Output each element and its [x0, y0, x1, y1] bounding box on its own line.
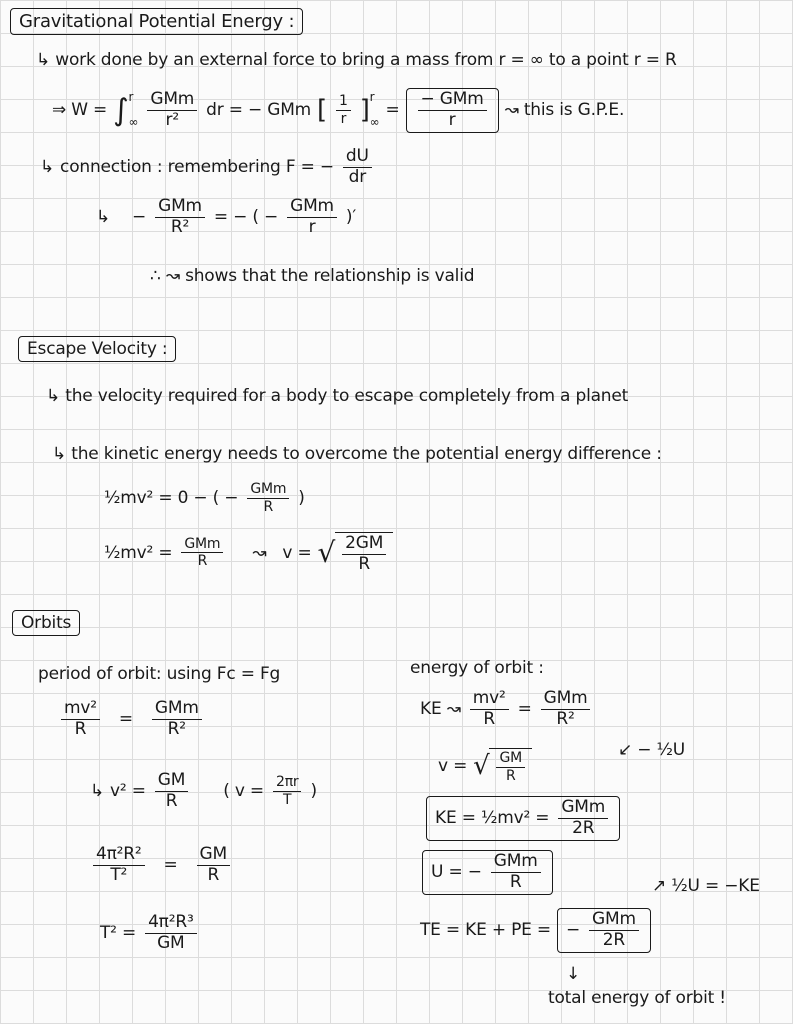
p3-left-fraction	[93, 846, 145, 885]
integral-sign: ∫	[113, 92, 129, 128]
frac-num: dU	[343, 148, 372, 168]
escape-sqrt	[318, 532, 394, 574]
half-u-text: − ½U	[637, 740, 686, 760]
frac-num: − GMm	[418, 91, 487, 111]
bracket-fraction	[336, 94, 351, 126]
equals: =	[118, 709, 133, 730]
equals: =	[385, 100, 400, 121]
frac-num: GM	[155, 772, 188, 792]
bullet-arrow-icon: ↳	[40, 157, 55, 178]
squiggle-arrow-icon: ↝	[252, 542, 267, 563]
p2-paren-fraction	[273, 775, 302, 807]
eq1-left: ½mv² = 0 − ( −	[104, 488, 239, 509]
e4-left: U = −	[431, 862, 482, 883]
escape-description-line	[46, 386, 628, 406]
integrand-fraction	[147, 91, 197, 130]
p4-fraction	[145, 914, 197, 953]
frac-den: R	[197, 553, 208, 570]
p2-fraction	[155, 772, 188, 811]
e3-left: KE = ½mv² =	[435, 808, 550, 829]
p2-paren-right: )	[310, 781, 317, 802]
frac-num: GMm	[152, 700, 202, 720]
frac-num: mv²	[61, 700, 100, 720]
bracket-upper: r	[369, 89, 375, 104]
e1-left-fraction	[470, 690, 509, 729]
frac-num: GMm	[247, 482, 289, 499]
gpe-definition-line	[36, 50, 677, 70]
frac-den: 2R	[602, 929, 626, 950]
frac-den: R	[207, 864, 220, 885]
v-equals: v =	[282, 542, 312, 563]
energy-eq-1	[420, 690, 593, 729]
eq1-end: )	[298, 488, 305, 509]
frac-num: 1	[336, 94, 351, 111]
total-energy-label: total energy of orbit !	[548, 988, 726, 1008]
frac-den: 2R	[572, 817, 595, 838]
frac-num: GMm	[541, 690, 591, 710]
connection-text: connection : remembering F = −	[60, 157, 334, 178]
frac-den: dr	[348, 166, 367, 187]
frac-num: 2πr	[273, 775, 302, 792]
frac-den: R	[74, 718, 87, 739]
frac-num: GMm	[147, 91, 197, 111]
frac-den: GM	[157, 932, 185, 953]
orbits-heading: Orbits	[12, 610, 80, 636]
bullet-arrow-icon: ↳	[46, 386, 61, 406]
eq2-fraction	[181, 537, 223, 569]
dr-text: dr = − GMm	[206, 100, 312, 121]
e5-fraction	[589, 911, 639, 950]
frac-den: R	[165, 790, 178, 811]
gpe-work-equation	[52, 88, 624, 133]
gpe-result-box	[406, 88, 499, 133]
integral	[113, 90, 138, 131]
curved-arrow-icon: ↙	[618, 740, 633, 760]
e1-right-fraction	[541, 690, 591, 729]
frac-den: r²	[165, 109, 179, 130]
frac-num: GMm	[181, 537, 223, 554]
e2-sqrt	[473, 748, 532, 783]
energy-eq-5	[420, 908, 651, 953]
period-eq-3	[90, 846, 233, 885]
work-symbol: ⇒ W =	[52, 100, 108, 121]
escape-equation-2	[104, 532, 393, 574]
half-u-ke-note: ↗ ½U = −KE	[652, 876, 760, 896]
frac-num: 2GM	[342, 535, 386, 555]
frac-num: GM	[496, 751, 525, 768]
e3-fraction	[558, 799, 608, 838]
eq1-fraction	[247, 482, 289, 514]
e2-left: v =	[438, 755, 468, 776]
frac-num: 4π²R³	[145, 914, 197, 934]
p1-left-fraction	[61, 700, 100, 739]
frac-den: r	[448, 109, 456, 130]
frac-den: T	[283, 791, 292, 808]
escape-heading: Escape Velocity :	[18, 336, 176, 362]
integral-upper-limit: r	[128, 89, 134, 104]
check-fraction-left	[155, 198, 205, 237]
frac-den: R	[483, 708, 495, 729]
te-result-box	[557, 908, 651, 953]
energy-title: energy of orbit :	[410, 658, 544, 678]
frac-den: T²	[110, 864, 128, 885]
gpe-definition: work done by an external force to bring a mass from r = ∞ to a point r = R	[55, 50, 677, 70]
e2-fraction	[496, 751, 525, 783]
check-middle: = − ( −	[213, 207, 279, 228]
frac-den: R²	[556, 708, 575, 729]
frac-num: GMm	[491, 853, 541, 873]
e4-fraction	[491, 853, 541, 892]
frac-den: r	[340, 110, 347, 127]
frac-den: R	[358, 553, 370, 574]
escape-ke-line	[52, 444, 662, 464]
frac-den: R	[509, 871, 522, 892]
frac-num: GMm	[287, 198, 337, 218]
check-end: )′	[345, 207, 356, 228]
down-arrow-icon: ↓	[566, 964, 581, 984]
frac-den: R	[263, 498, 274, 515]
gpe-result-fraction	[418, 91, 487, 130]
e1-left: KE ↝	[420, 699, 461, 720]
period-eq-1	[58, 700, 205, 739]
frac-den: R²	[167, 718, 186, 739]
escape-description: the velocity required for a body to escape completely from a planet	[65, 386, 629, 406]
bracket-lower: ∞	[369, 115, 380, 130]
period-title: period of orbit: using Fc = Fg	[38, 664, 281, 684]
minus-sign: −	[565, 920, 581, 941]
check-fraction-right	[287, 198, 337, 237]
frac-den: R	[505, 767, 516, 784]
escape-ke-description: the kinetic energy needs to overcome the potential energy difference :	[71, 444, 662, 464]
equals: =	[517, 699, 532, 720]
bullet-arrow-icon: ↳	[52, 444, 67, 464]
bullet-arrow-icon: ↳	[36, 50, 51, 70]
bullet-arrow-icon: ↳	[96, 207, 111, 228]
eq2-left: ½mv² =	[104, 542, 173, 563]
p2-paren-left: ( v =	[223, 781, 264, 802]
p3-right-fraction	[197, 846, 230, 885]
p1-right-fraction	[152, 700, 202, 739]
frac-num: GMm	[155, 198, 205, 218]
escape-sqrt-fraction	[342, 535, 386, 574]
bracket-left: [	[317, 95, 327, 126]
gpe-connection-line	[40, 148, 375, 187]
integral-lower-limit: ∞	[128, 115, 139, 130]
p2-left: v² =	[110, 781, 146, 802]
period-eq-4	[100, 914, 200, 953]
p4-left: T² =	[100, 923, 137, 944]
minus-sign: −	[132, 207, 147, 228]
e5-left: TE = KE + PE =	[420, 920, 551, 941]
frac-num: mv²	[470, 690, 509, 710]
escape-equation-1	[104, 482, 305, 514]
sqrt-icon: √	[317, 536, 336, 570]
gpe-check-equation	[96, 198, 356, 237]
ke-result-box	[426, 796, 620, 841]
frac-num: GM	[197, 846, 230, 866]
gpe-result-note: ↝ this is G.P.E.	[504, 100, 625, 121]
bullet-arrow-icon: ↳	[90, 781, 105, 802]
energy-eq-2	[438, 748, 532, 783]
frac-num: 4π²R²	[93, 846, 145, 866]
u-result-box	[422, 850, 553, 895]
half-u-note	[618, 740, 685, 760]
du-dr-fraction	[343, 148, 372, 187]
bracket-right: ]	[359, 95, 370, 126]
frac-num: GMm	[558, 799, 608, 819]
gpe-heading: Gravitational Potential Energy :	[10, 8, 303, 35]
gpe-valid-note: ∴ ↝ shows that the relationship is valid	[150, 266, 475, 286]
period-eq-2	[90, 772, 317, 811]
frac-den: R²	[170, 216, 190, 237]
equals: =	[163, 855, 178, 876]
frac-den: r	[308, 216, 316, 237]
frac-num: GMm	[589, 911, 639, 931]
sqrt-icon: √	[473, 750, 490, 781]
